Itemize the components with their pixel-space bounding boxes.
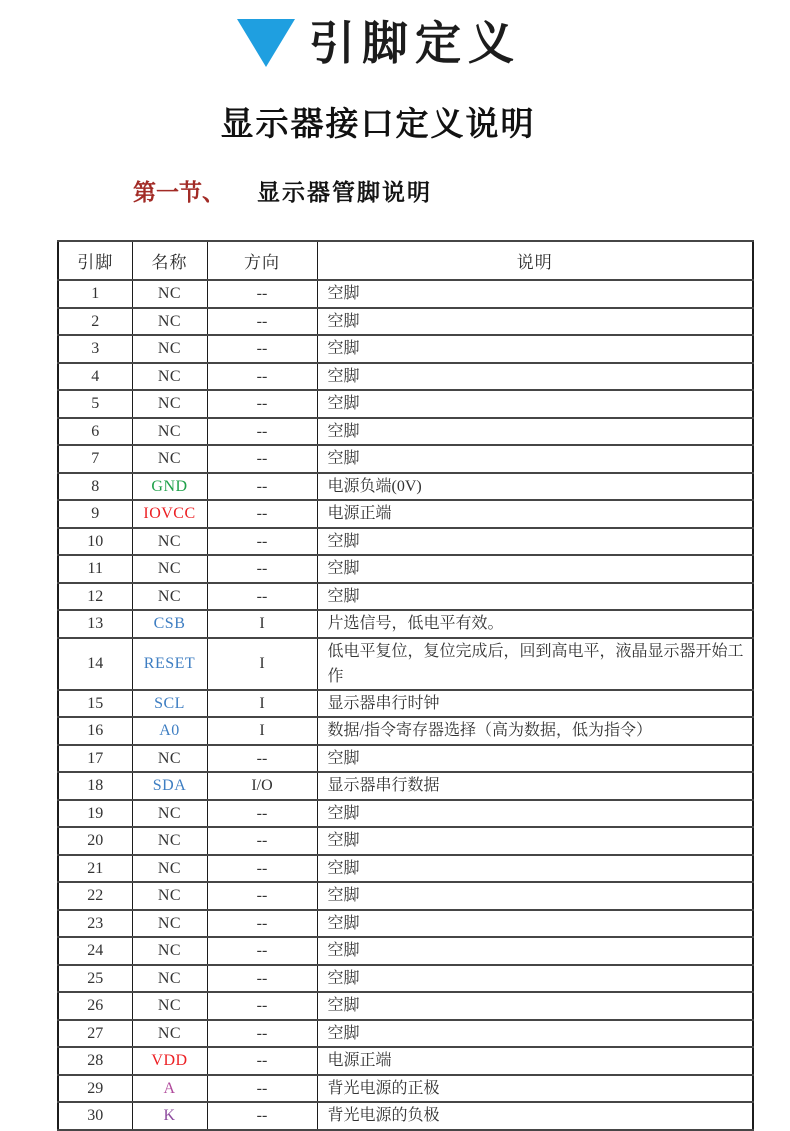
pin-direction-cell: I bbox=[207, 717, 317, 745]
pin-name-cell: NC bbox=[132, 937, 207, 965]
pin-description-cell: 空脚 bbox=[317, 992, 753, 1020]
pin-number-cell: 11 bbox=[58, 555, 132, 583]
table-row bbox=[58, 772, 753, 800]
table-row bbox=[58, 335, 753, 363]
pin-description-cell: 空脚 bbox=[317, 745, 753, 773]
table-row bbox=[58, 528, 753, 556]
pin-direction-cell: -- bbox=[207, 745, 317, 773]
pin-description-cell: 空脚 bbox=[317, 855, 753, 883]
pin-name-cell: VDD bbox=[132, 1047, 207, 1075]
pin-number-cell: 4 bbox=[58, 363, 132, 391]
pin-description-cell: 电源正端 bbox=[317, 1047, 753, 1075]
pin-number-cell: 10 bbox=[58, 528, 132, 556]
doc-title: 显示器接口定义说明 bbox=[220, 107, 536, 143]
table-row bbox=[58, 910, 753, 938]
pin-description-cell: 空脚 bbox=[317, 280, 753, 308]
pin-description-cell: 片选信号，低电平有效。 bbox=[317, 610, 753, 638]
pin-direction-cell: -- bbox=[207, 827, 317, 855]
pin-direction-cell: -- bbox=[207, 910, 317, 938]
pin-name-cell: NC bbox=[132, 745, 207, 773]
pin-direction-cell: -- bbox=[207, 1047, 317, 1075]
col-header-name: 名称 bbox=[132, 241, 207, 280]
pin-number-cell: 18 bbox=[58, 772, 132, 800]
pin-direction-cell: -- bbox=[207, 528, 317, 556]
table-row bbox=[58, 445, 753, 473]
pin-name-cell: NC bbox=[132, 528, 207, 556]
pin-name-cell: SCL bbox=[132, 690, 207, 718]
pin-description-cell: 空脚 bbox=[317, 827, 753, 855]
pin-name-cell: NC bbox=[132, 363, 207, 391]
pin-number-cell: 16 bbox=[58, 717, 132, 745]
pin-number-cell: 5 bbox=[58, 390, 132, 418]
table-row bbox=[58, 745, 753, 773]
pin-name-cell: A0 bbox=[132, 717, 207, 745]
pin-number-cell: 6 bbox=[58, 418, 132, 446]
table-row bbox=[58, 280, 753, 308]
pin-direction-cell: -- bbox=[207, 280, 317, 308]
pin-number-cell: 21 bbox=[58, 855, 132, 883]
pin-description-cell: 空脚 bbox=[317, 1020, 753, 1048]
pin-description-cell: 空脚 bbox=[317, 882, 753, 910]
pin-description-cell: 空脚 bbox=[317, 335, 753, 363]
table-row bbox=[58, 610, 753, 638]
pin-number-cell: 8 bbox=[58, 473, 132, 501]
pin-name-cell: NC bbox=[132, 1020, 207, 1048]
pin-number-cell: 13 bbox=[58, 610, 132, 638]
pin-name-cell: NC bbox=[132, 882, 207, 910]
pin-name-cell: A bbox=[132, 1075, 207, 1103]
pin-direction-cell: -- bbox=[207, 363, 317, 391]
pin-direction-cell: -- bbox=[207, 965, 317, 993]
pin-description-cell: 空脚 bbox=[317, 910, 753, 938]
pin-name-cell: NC bbox=[132, 800, 207, 828]
pin-description-cell: 电源负端(0V) bbox=[317, 473, 753, 501]
pin-number-cell: 3 bbox=[58, 335, 132, 363]
pin-name-cell: NC bbox=[132, 992, 207, 1020]
pin-number-cell: 20 bbox=[58, 827, 132, 855]
pin-direction-cell: -- bbox=[207, 992, 317, 1020]
pin-direction-cell: -- bbox=[207, 1102, 317, 1130]
pin-description-cell: 空脚 bbox=[317, 363, 753, 391]
pin-direction-cell: -- bbox=[207, 583, 317, 611]
pin-name-cell: CSB bbox=[132, 610, 207, 638]
pin-direction-cell: -- bbox=[207, 473, 317, 501]
pin-direction-cell: -- bbox=[207, 800, 317, 828]
table-row bbox=[58, 500, 753, 528]
section-heading bbox=[133, 178, 432, 206]
pin-description-cell: 空脚 bbox=[317, 555, 753, 583]
pin-description-cell: 低电平复位，复位完成后，回到高电平，液晶显示器开始工作 bbox=[317, 638, 753, 690]
table-row bbox=[58, 1047, 753, 1075]
pin-name-cell: NC bbox=[132, 965, 207, 993]
pin-name-cell: GND bbox=[132, 473, 207, 501]
table-header-row bbox=[58, 241, 753, 280]
pin-number-cell: 29 bbox=[58, 1075, 132, 1103]
pin-description-cell: 空脚 bbox=[317, 528, 753, 556]
table-row bbox=[58, 992, 753, 1020]
table-row bbox=[58, 855, 753, 883]
pin-name-cell: NC bbox=[132, 910, 207, 938]
pin-name-cell: NC bbox=[132, 555, 207, 583]
table-row bbox=[58, 555, 753, 583]
table-row bbox=[58, 800, 753, 828]
pin-description-cell: 电源正端 bbox=[317, 500, 753, 528]
pin-number-cell: 15 bbox=[58, 690, 132, 718]
table-row bbox=[58, 390, 753, 418]
pin-description-cell: 数据/指令寄存器选择（高为数据，低为指令） bbox=[317, 717, 753, 745]
pin-name-cell: K bbox=[132, 1102, 207, 1130]
pin-number-cell: 27 bbox=[58, 1020, 132, 1048]
pin-description-cell: 显示器串行数据 bbox=[317, 772, 753, 800]
table-row bbox=[58, 308, 753, 336]
table-row bbox=[58, 1102, 753, 1130]
pin-name-cell: NC bbox=[132, 583, 207, 611]
pin-name-cell: NC bbox=[132, 390, 207, 418]
banner bbox=[237, 18, 521, 68]
pin-direction-cell: -- bbox=[207, 308, 317, 336]
col-header-direction: 方向 bbox=[207, 241, 317, 280]
table-row bbox=[58, 937, 753, 965]
triangle-down-icon bbox=[237, 19, 295, 67]
pin-number-cell: 28 bbox=[58, 1047, 132, 1075]
table-row bbox=[58, 363, 753, 391]
pin-direction-cell: -- bbox=[207, 855, 317, 883]
pin-number-cell: 1 bbox=[58, 280, 132, 308]
pin-direction-cell: -- bbox=[207, 335, 317, 363]
pin-name-cell: IOVCC bbox=[132, 500, 207, 528]
pin-number-cell: 9 bbox=[58, 500, 132, 528]
table-row bbox=[58, 690, 753, 718]
pin-description-cell: 空脚 bbox=[317, 418, 753, 446]
pin-name-cell: NC bbox=[132, 827, 207, 855]
pin-description-cell: 背光电源的负极 bbox=[317, 1102, 753, 1130]
pin-name-cell: SDA bbox=[132, 772, 207, 800]
pin-direction-cell: -- bbox=[207, 1020, 317, 1048]
table-row bbox=[58, 473, 753, 501]
pin-number-cell: 25 bbox=[58, 965, 132, 993]
pin-table-body bbox=[58, 280, 753, 1130]
table-row bbox=[58, 1020, 753, 1048]
pin-direction-cell: -- bbox=[207, 882, 317, 910]
pin-description-cell: 空脚 bbox=[317, 800, 753, 828]
pin-number-cell: 23 bbox=[58, 910, 132, 938]
pin-name-cell: NC bbox=[132, 855, 207, 883]
pin-direction-cell: I/O bbox=[207, 772, 317, 800]
pin-number-cell: 19 bbox=[58, 800, 132, 828]
table-row bbox=[58, 1075, 753, 1103]
pin-description-cell: 空脚 bbox=[317, 445, 753, 473]
pin-direction-cell: -- bbox=[207, 500, 317, 528]
pin-number-cell: 17 bbox=[58, 745, 132, 773]
table-row bbox=[58, 418, 753, 446]
pin-direction-cell: I bbox=[207, 690, 317, 718]
pin-direction-cell: I bbox=[207, 610, 317, 638]
pin-name-cell: RESET bbox=[132, 638, 207, 690]
pin-description-cell: 空脚 bbox=[317, 583, 753, 611]
table-row bbox=[58, 638, 753, 690]
pin-name-cell: NC bbox=[132, 335, 207, 363]
table-row bbox=[58, 882, 753, 910]
pin-direction-cell: -- bbox=[207, 445, 317, 473]
pin-number-cell: 30 bbox=[58, 1102, 132, 1130]
section-title: 显示器管脚说明 bbox=[257, 179, 432, 205]
pin-number-cell: 26 bbox=[58, 992, 132, 1020]
pin-direction-cell: -- bbox=[207, 937, 317, 965]
pin-name-cell: NC bbox=[132, 280, 207, 308]
table-row bbox=[58, 965, 753, 993]
pin-description-cell: 空脚 bbox=[317, 937, 753, 965]
pin-number-cell: 12 bbox=[58, 583, 132, 611]
pin-direction-cell: -- bbox=[207, 390, 317, 418]
pin-direction-cell: -- bbox=[207, 418, 317, 446]
pin-direction-cell: -- bbox=[207, 555, 317, 583]
pin-number-cell: 2 bbox=[58, 308, 132, 336]
pin-name-cell: NC bbox=[132, 418, 207, 446]
table-row bbox=[58, 717, 753, 745]
pin-description-cell: 空脚 bbox=[317, 308, 753, 336]
pin-name-cell: NC bbox=[132, 308, 207, 336]
col-header-pin: 引脚 bbox=[58, 241, 132, 280]
pin-number-cell: 7 bbox=[58, 445, 132, 473]
table-row bbox=[58, 583, 753, 611]
pin-description-cell: 空脚 bbox=[317, 965, 753, 993]
pin-direction-cell: I bbox=[207, 638, 317, 690]
table-row bbox=[58, 827, 753, 855]
pin-description-cell: 背光电源的正极 bbox=[317, 1075, 753, 1103]
pin-definition-table bbox=[57, 240, 754, 1131]
pin-description-cell: 空脚 bbox=[317, 390, 753, 418]
pin-direction-cell: -- bbox=[207, 1075, 317, 1103]
banner-title: 引脚定义 bbox=[309, 17, 521, 69]
pin-number-cell: 22 bbox=[58, 882, 132, 910]
section-label: 第一节、 bbox=[133, 179, 225, 205]
col-header-description: 说明 bbox=[317, 241, 753, 280]
pin-description-cell: 显示器串行时钟 bbox=[317, 690, 753, 718]
pin-name-cell: NC bbox=[132, 445, 207, 473]
pin-number-cell: 24 bbox=[58, 937, 132, 965]
pin-number-cell: 14 bbox=[58, 638, 132, 690]
